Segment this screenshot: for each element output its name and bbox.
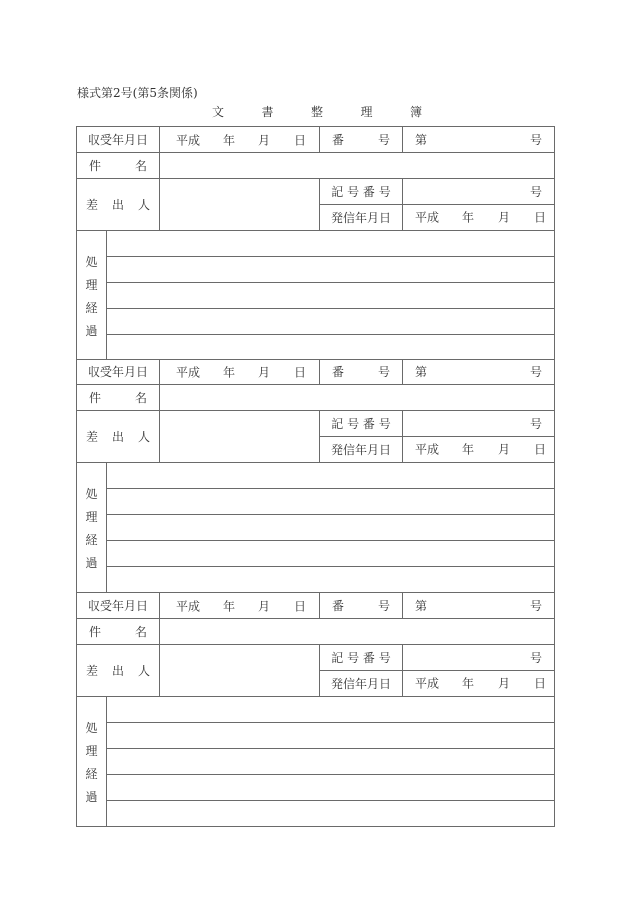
number-field[interactable]: 第 号 (415, 133, 542, 147)
subject-field[interactable] (160, 385, 554, 410)
sent-date-label: 発信年月日 (320, 437, 403, 462)
process-history-label: 処 理 経 過 (77, 697, 107, 826)
process-history (77, 231, 554, 360)
subject-label: 件 名 (77, 153, 160, 178)
subject-label: 件 名 (77, 619, 160, 644)
subject-field[interactable] (160, 153, 554, 178)
process-line[interactable] (107, 283, 554, 309)
process-line[interactable] (107, 257, 554, 283)
received-date-field[interactable]: 平成 年 月 日 (160, 127, 320, 152)
received-row (77, 359, 554, 385)
process-history-label: 処 理 経 過 (77, 463, 107, 592)
title-char: 書 (261, 105, 274, 119)
record-block (76, 593, 555, 827)
received-row (77, 127, 554, 153)
form-number-label: 様式第2号(第5条関係) (77, 86, 198, 100)
document-title (212, 103, 422, 120)
sender-field[interactable] (160, 411, 320, 462)
subject-row (77, 619, 554, 645)
number-label: 番 号 (320, 127, 403, 152)
sender-field[interactable] (160, 645, 320, 696)
sent-date-label: 発信年月日 (320, 671, 403, 696)
title-char: 簿 (409, 105, 422, 119)
sender-row (77, 645, 554, 697)
received-row (77, 593, 554, 619)
sender-label: 差 出 人 (77, 645, 160, 696)
process-line[interactable] (107, 801, 554, 826)
received-date-label: 収受年月日 (77, 127, 160, 152)
process-history (77, 463, 554, 592)
process-line[interactable] (107, 749, 554, 775)
subject-row (77, 153, 554, 179)
received-date-field[interactable]: 平成 年 月 日 (160, 593, 320, 618)
process-line[interactable] (107, 489, 554, 515)
process-line[interactable] (107, 541, 554, 567)
record-block (76, 359, 555, 593)
sender-row (77, 411, 554, 463)
number-label: 番 号 (320, 593, 403, 618)
process-line[interactable] (107, 309, 554, 335)
code-number-field[interactable]: 号 (529, 416, 542, 431)
sender-label: 差 出 人 (77, 179, 160, 230)
sent-date-field[interactable]: 平成 年 月 日 (415, 442, 547, 457)
process-line[interactable] (107, 515, 554, 541)
code-number-field[interactable]: 号 (529, 650, 542, 665)
sender-field[interactable] (160, 179, 320, 230)
record-block (76, 126, 555, 360)
code-number-field[interactable]: 号 (529, 184, 542, 199)
subject-label: 件 名 (77, 385, 160, 410)
process-line[interactable] (107, 335, 554, 360)
title-char: 理 (360, 105, 373, 119)
sent-date-field[interactable]: 平成 年 月 日 (415, 210, 547, 225)
process-line[interactable] (107, 775, 554, 801)
process-line[interactable] (107, 697, 554, 723)
process-line[interactable] (107, 567, 554, 592)
sender-label: 差 出 人 (77, 411, 160, 462)
title-char: 文 (212, 105, 225, 119)
received-date-label: 収受年月日 (77, 359, 160, 384)
process-line[interactable] (107, 463, 554, 489)
code-number-label: 記 号 番 号 (320, 645, 403, 670)
received-date-label: 収受年月日 (77, 593, 160, 618)
number-field[interactable]: 第 号 (415, 365, 542, 379)
subject-row (77, 385, 554, 411)
process-line[interactable] (107, 231, 554, 257)
sent-date-field[interactable]: 平成 年 月 日 (415, 676, 547, 691)
sent-date-label: 発信年月日 (320, 205, 403, 230)
number-label: 番 号 (320, 359, 403, 384)
received-date-field[interactable]: 平成 年 月 日 (160, 359, 320, 384)
code-number-label: 記 号 番 号 (320, 179, 403, 204)
title-char: 整 (310, 105, 323, 119)
process-history-label: 処 理 経 過 (77, 231, 107, 360)
process-line[interactable] (107, 723, 554, 749)
sender-row (77, 179, 554, 231)
subject-field[interactable] (160, 619, 554, 644)
code-number-label: 記 号 番 号 (320, 411, 403, 436)
number-field[interactable]: 第 号 (415, 599, 542, 613)
process-history (77, 697, 554, 826)
